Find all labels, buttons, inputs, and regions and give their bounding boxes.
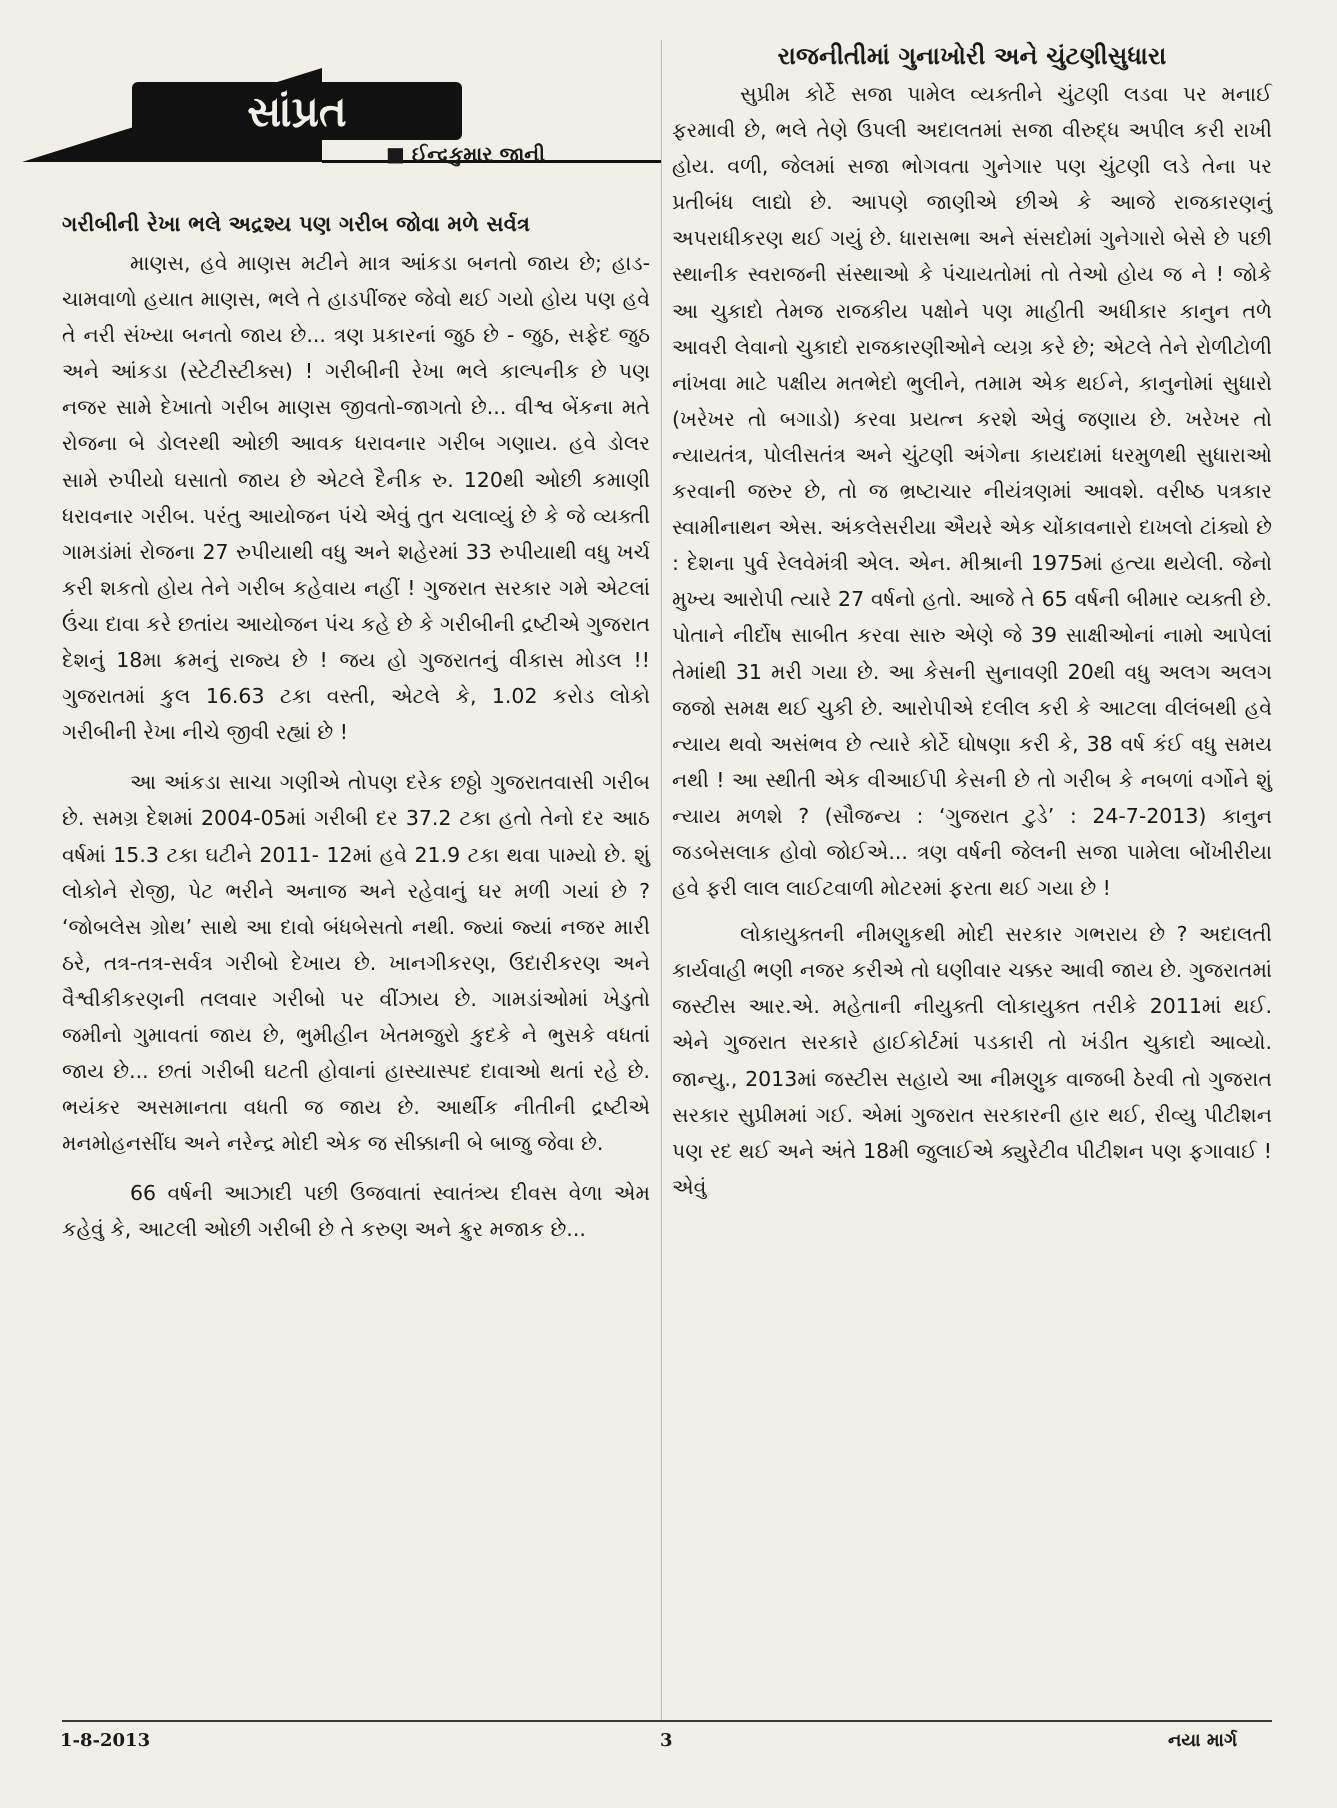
article-paragraph: આ આંકડા સાચા ગણીએ તોપણ દરેક છઠ્ઠો ગુજરાતવાસી ગરીબ છે. સમગ્ર દેશમાં 2004-05માં ગરીબી દર 37.2 ટકા હતો તેનો દર આઠ વર્ષમાં 15.3 ટકા ઘટીને 2011- 12માં હવે 21.9 ટકા થવા પામ્યો છે. શું લોકોને રોજી, પેટ ભરીને અનાજ અને રહેવાનું ઘર મળી ગયાં છે ? ‘જોબલેસ ગ્રોથ’ સાથે આ દાવો બંધબેસતો નથી. જ્યાં જ્યાં નજર મારી ઠરે, તત્ર-તત્ર-સર્વત્ર ગરીબો દેખાય છે. ખાનગીકરણ, ઉદારીકરણ અને વૈશ્વીકીકરણની તલવાર ગરીબો પર વીંઝાય છે. ગામડાંઓમાં ખેડુતો જમીનો ગુમાવતાં જાય છે, ભુમીહીન ખેતમજુરો કુદકે ને ભુસકે વધતાં જાય છે... છતાં ગરીબી ઘટતી હોવાનાં હાસ્યાસ્પદ દાવાઓ થતાં રહે છે. ભયંકર અસમાનતા વધતી જ જાય છે. આર્થીક નીતીની દ્રષ્ટીએ મનમોહનસીંઘ અને નરેન્દ્ર મોદી એક જ સીક્કાની બે બાજુ જેવા છે. <box>62 770 650 1156</box>
column-divider <box>661 40 662 1720</box>
magazine-name: નયા માર્ગ <box>1168 1730 1238 1751</box>
article-paragraph: લોકાયુક્તની નીમણુકથી મોદી સરકાર ગભરાય છે ? અદાલતી કાર્યવાહી ભણી નજર કરીએ તો ઘણીવાર ચક્કર આવી જાય છે. ગુજરાતમાં જસ્ટીસ આર.એ. મહેતાની નીયુક્તી લોકાયુક્ત તરીકે 2011માં થઈ. એને ગુજરાત સરકારે હાઈકોર્ટમાં પડકારી તો ખંડીત ચુકાદો આવ્યો. જાન્યુ., 2013માં જસ્ટીસ સહાયે આ નીમણુક વાજબી ઠેરવી તો ગુજરાત સરકાર સુપ્રીમમાં ગઈ. એમાં ગુજરાત સરકારની હાર થઈ, રીવ્યુ પીટીશન પણ રદ થઈ અને અંતે 18મી જુલાઈએ ક્યુરેટીવ પીટીશન પણ ફગાવાઈ ! એવું <box>672 922 1272 1199</box>
author-byline: ■ ઈન્દ્રકુમાર જાની <box>386 142 545 166</box>
right-column <box>672 42 1272 1205</box>
article-paragraph: સુપ્રીમ કોર્ટે સજા પામેલ વ્યક્તીને ચુંટણી લડવા પર મનાઈ ફરમાવી છે, ભલે તેણે ઉપલી અદાલતમાં સજા વીરુદ્ધ અપીલ કરી રાખી હોય. વળી, જેલમાં સજા ભોગવતા ગુનેગાર પણ ચુંટણી લડે તેના પર પ્રતીબંધ લાદ્યો છે. આપણે જાણીએ છીએ કે આજે રાજકારણનું અપરાધીકરણ થઈ ગયું છે. ધારાસભા અને સંસદોમાં ગુનેગારો બેસે છે પછી સ્થાનીક સ્વરાજની સંસ્થાઓ કે પંચાયતોમાં તો તેઓ હોય જ ને ! જોકે આ ચુકાદો તેમજ રાજકીય પક્ષોને પણ માહીતી અધીકાર કાનુન તળે આવરી લેવાનો ચુકાદો રાજકારણીઓને વ્યગ્ર કરે છે; એટલે તેને રોળીટોળી નાંખવા માટે પક્ષીય મતભેદો ભુલીને, તમામ એક થઈને, કાનુનોમાં સુધારો (ખરેખર તો બગાડો) કરવા પ્રયત્ન કરશે એવું જણાય છે. ખરેખર તો ન્યાયતંત્ર, પોલીસતંત્ર અને ચુંટણી અંગેના કાયદામાં ધરમુળથી સુધારાઓ કરવાની જરુર છે, તો જ ભ્રષ્ટાચાર નીયંત્રણમાં આવશે. વરીષ્ઠ પત્રકાર સ્વામીનાથન એસ. અંકલેસરીયા ઐયરે એક ચોંકાવનારો દાખલો ટાંક્યો છે : દેશના પુર્વ રેલવેમંત્રી એલ. એન. મીશ્રાની 1975માં હત્યા થયેલી. જેનો મુખ્ય આરોપી ત્યારે 27 વર્ષનો હતો. આજે તે 65 વર્ષની બીમાર વ્યક્તી છે. પોતાને નીર્દોષ સાબીત કરવા સારુ એણે જે 39 સાક્ષીઓનાં નામો આપેલાં તેમાંથી 31 મરી ગયા છે. આ કેસની સુનાવણી 20થી વધુ અલગ અલગ જજો સમક્ષ થઈ ચુકી છે. આરોપીએ દલીલ કરી કે આટલા વીલંબથી હવે ન્યાય થવો અસંભવ છે ત્યારે કોર્ટે ઘોષણા કરી કે, 38 વર્ષ કંઈ વધુ સમય નથી ! આ સ્થીતી એક વીઆઈપી કેસની છે તો ગરીબ કે નબળાં વર્ગોને શું ન્યાય મળશે ? (સૌજન્ય : ‘ગુજરાત ટુડે’ : 24-7-2013) કાનુન જડબેસલાક હોવો જોઈએ... ત્રણ વર્ષની જેલની સજા પામેલા બોંખીરીયા હવે ફરી લાલ લાઈટવાળી મોટરમાં ફરતા થઈ ગયા છે ! <box>672 82 1272 901</box>
masthead-logo-text: સાંપ્રત <box>247 87 347 136</box>
left-column <box>62 212 650 1248</box>
masthead-logo <box>22 60 662 170</box>
article-paragraph: માણસ, હવે માણસ મટીને માત્ર આંકડા બનતો જાય છે; હાડ-ચામવાળો હયાત માણસ, ભલે તે હાડપીંજર જેવો થઈ ગયો હોય પણ હવે તે નરી સંખ્યા બનતો જાય છે... ત્રણ પ્રકારનાં જુઠ છે - જુઠ, સફેદ જુઠ અને આંકડા (સ્ટેટીસ્ટીક્સ) ! ગરીબીની રેખા ભલે કાલ્પનીક છે પણ નજર સામે દેખાતો ગરીબ માણસ જીવતો-જાગતો છે... વીશ્વ બેંકના મતે રોજના બે ડોલરથી ઓછી આવક ધરાવનાર ગરીબ ગણાય. હવે ડોલર સામે રુપીયો ઘસાતો જાય છે એટલે દૈનીક રુ. 120થી ઓછી કમાણી ધરાવનાર ગરીબ. પરંતુ આયોજન પંચે એવું તુત ચલાવ્યું છે કે જે વ્યક્તી ગામડાંમાં રોજના 27 રુપીયાથી વધુ અને શહેરમાં 33 રુપીયાથી વધુ ખર્ચ કરી શકતો હોય તેને ગરીબ કહેવાય નહીં ! ગુજરાત સરકાર ગમે એટલાં ઉંચા દાવા કરે છતાંય આયોજન પંચ કહે છે કે ગરીબીની દ્રષ્ટીએ ગુજરાત દેશનું 18મા ક્રમનું રાજ્ય છે ! જય હો ગુજરાતનું વીકાસ મોડલ !! ગુજરાતમાં કુલ 16.63 ટકા વસ્તી, એટલે કે, 1.02 કરોડ લોકો ગરીબીની રેખા નીચે જીવી રહ્યાં છે ! <box>62 251 650 745</box>
column-masthead <box>22 60 662 200</box>
footer-rule <box>62 1720 1272 1722</box>
article-headline-right: રાજનીતીમાં ગુનાખોરી અને ચુંટણીસુધારા <box>777 42 1167 70</box>
footer-date: 1-8-2013 <box>60 1730 151 1751</box>
article-paragraph: 66 વર્ષની આઝાદી પછી ઉજવાતાં સ્વાતંત્ર્ય દીવસ વેળા એમ કહેવું કે, આટલી ઓછી ગરીબી છે તે કરુણ અને ક્રુર મજાક છે... <box>62 1181 650 1242</box>
article-headline-left: ગરીબીની રેખા ભલે અદ્રશ્ય પણ ગરીબ જોવા મળે સર્વત્ર <box>62 212 531 236</box>
page-number: 3 <box>660 1730 673 1751</box>
